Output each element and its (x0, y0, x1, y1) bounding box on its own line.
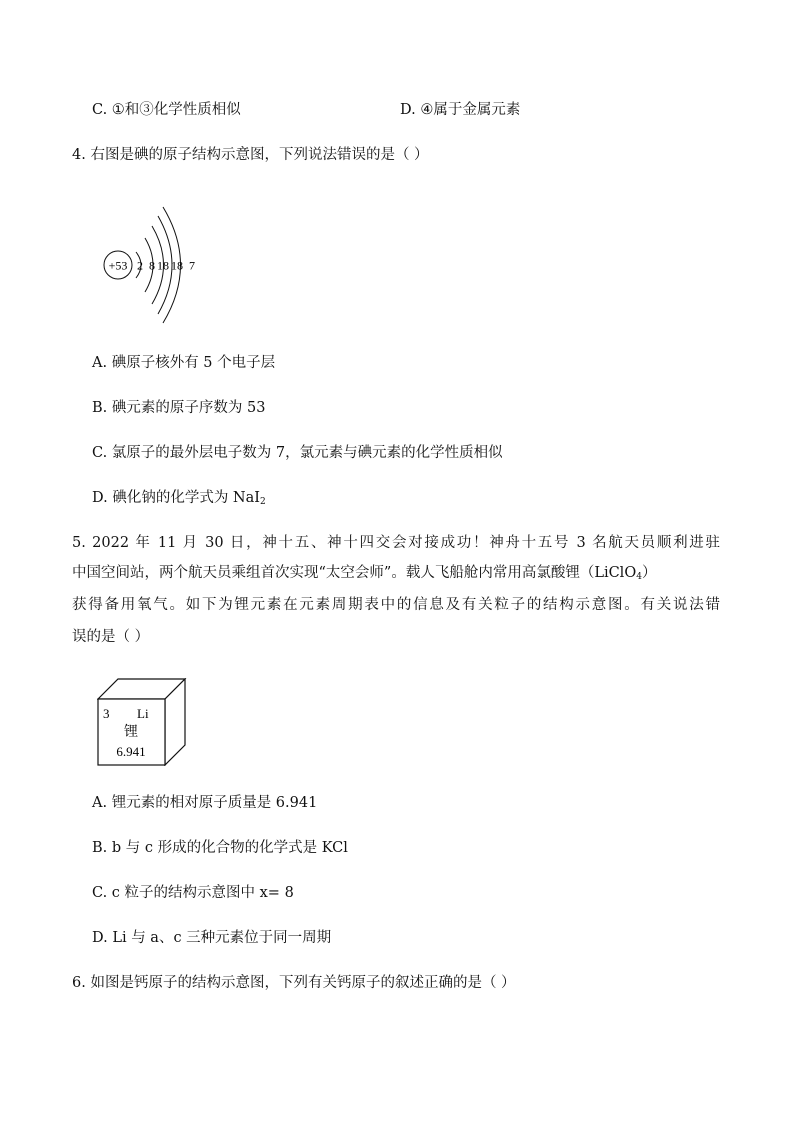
q5-option-b: B. b 与 c 形成的化合物的化学式是 KCl (92, 840, 348, 856)
element-name: 锂 (124, 725, 138, 740)
q5-stem-line-2-end: ） (641, 565, 657, 581)
q5-option-a: A. 锂元素的相对原子质量是 6.941 (92, 795, 318, 811)
shell-electrons-4: 18 (171, 258, 183, 273)
q4-option-d (92, 488, 266, 512)
q6-stem: 6. 如图是钙原子的结构示意图，下列有关钙原子的叙述正确的是（ ） (72, 975, 516, 991)
lithium-element-cell (97, 678, 187, 766)
q5-stem-line-2 (72, 563, 656, 587)
nucleus-charge: +53 (108, 258, 128, 273)
shell-electrons-3: 18 (157, 258, 169, 273)
q5-stem-line-4: 误的是（ ） (72, 629, 150, 645)
prev-option-d: D. ④属于金属元素 (400, 102, 521, 118)
element-atomic-mass: 6.941 (116, 744, 146, 759)
q5-stem-line-1: 5. 2022 年 11 月 30 日，神十五、神十四交会对接成功！神舟十五号 3 名航天员顺利进驻 (72, 535, 720, 551)
q5-stem-line-2-text: 中国空间站，两个航天员乘组首次实现“太空会师”。载人飞船舱内常用高氯酸锂（LiClO (72, 565, 637, 581)
q5-option-d: D. Li 与 a、c 三种元素位于同一周期 (92, 930, 332, 946)
element-atomic-number: 3 (103, 706, 110, 721)
element-symbol: Li (137, 706, 149, 721)
q4-option-b: B. 碘元素的原子序数为 53 (92, 400, 266, 416)
q4-stem: 4. 右图是碘的原子结构示意图，下列说法错误的是（ ） (72, 147, 429, 163)
q4-option-c: C. 氯原子的最外层电子数为 7，氯元素与碘元素的化学性质相似 (92, 445, 503, 461)
q5-option-c: C. c 粒子的结构示意图中 x= 8 (92, 885, 294, 901)
q4-option-a: A. 碘原子核外有 5 个电子层 (92, 355, 276, 371)
shell-electrons-2: 8 (149, 258, 155, 273)
iodine-atom-diagram (100, 200, 210, 325)
q4-option-d-subscript: 2 (260, 497, 266, 507)
shell-electrons-5: 7 (189, 258, 195, 273)
shell-electrons-1: 2 (137, 258, 143, 273)
q5-stem-line-3: 获得备用氧气。如下为锂元素在元素周期表中的信息及有关粒子的结构示意图。有关说法错 (72, 597, 720, 613)
q4-option-d-text: D. 碘化钠的化学式为 NaI (92, 490, 260, 506)
prev-option-c: C. ①和③化学性质相似 (92, 102, 241, 118)
q5-stem-line-2-subscript: 4 (636, 572, 642, 582)
